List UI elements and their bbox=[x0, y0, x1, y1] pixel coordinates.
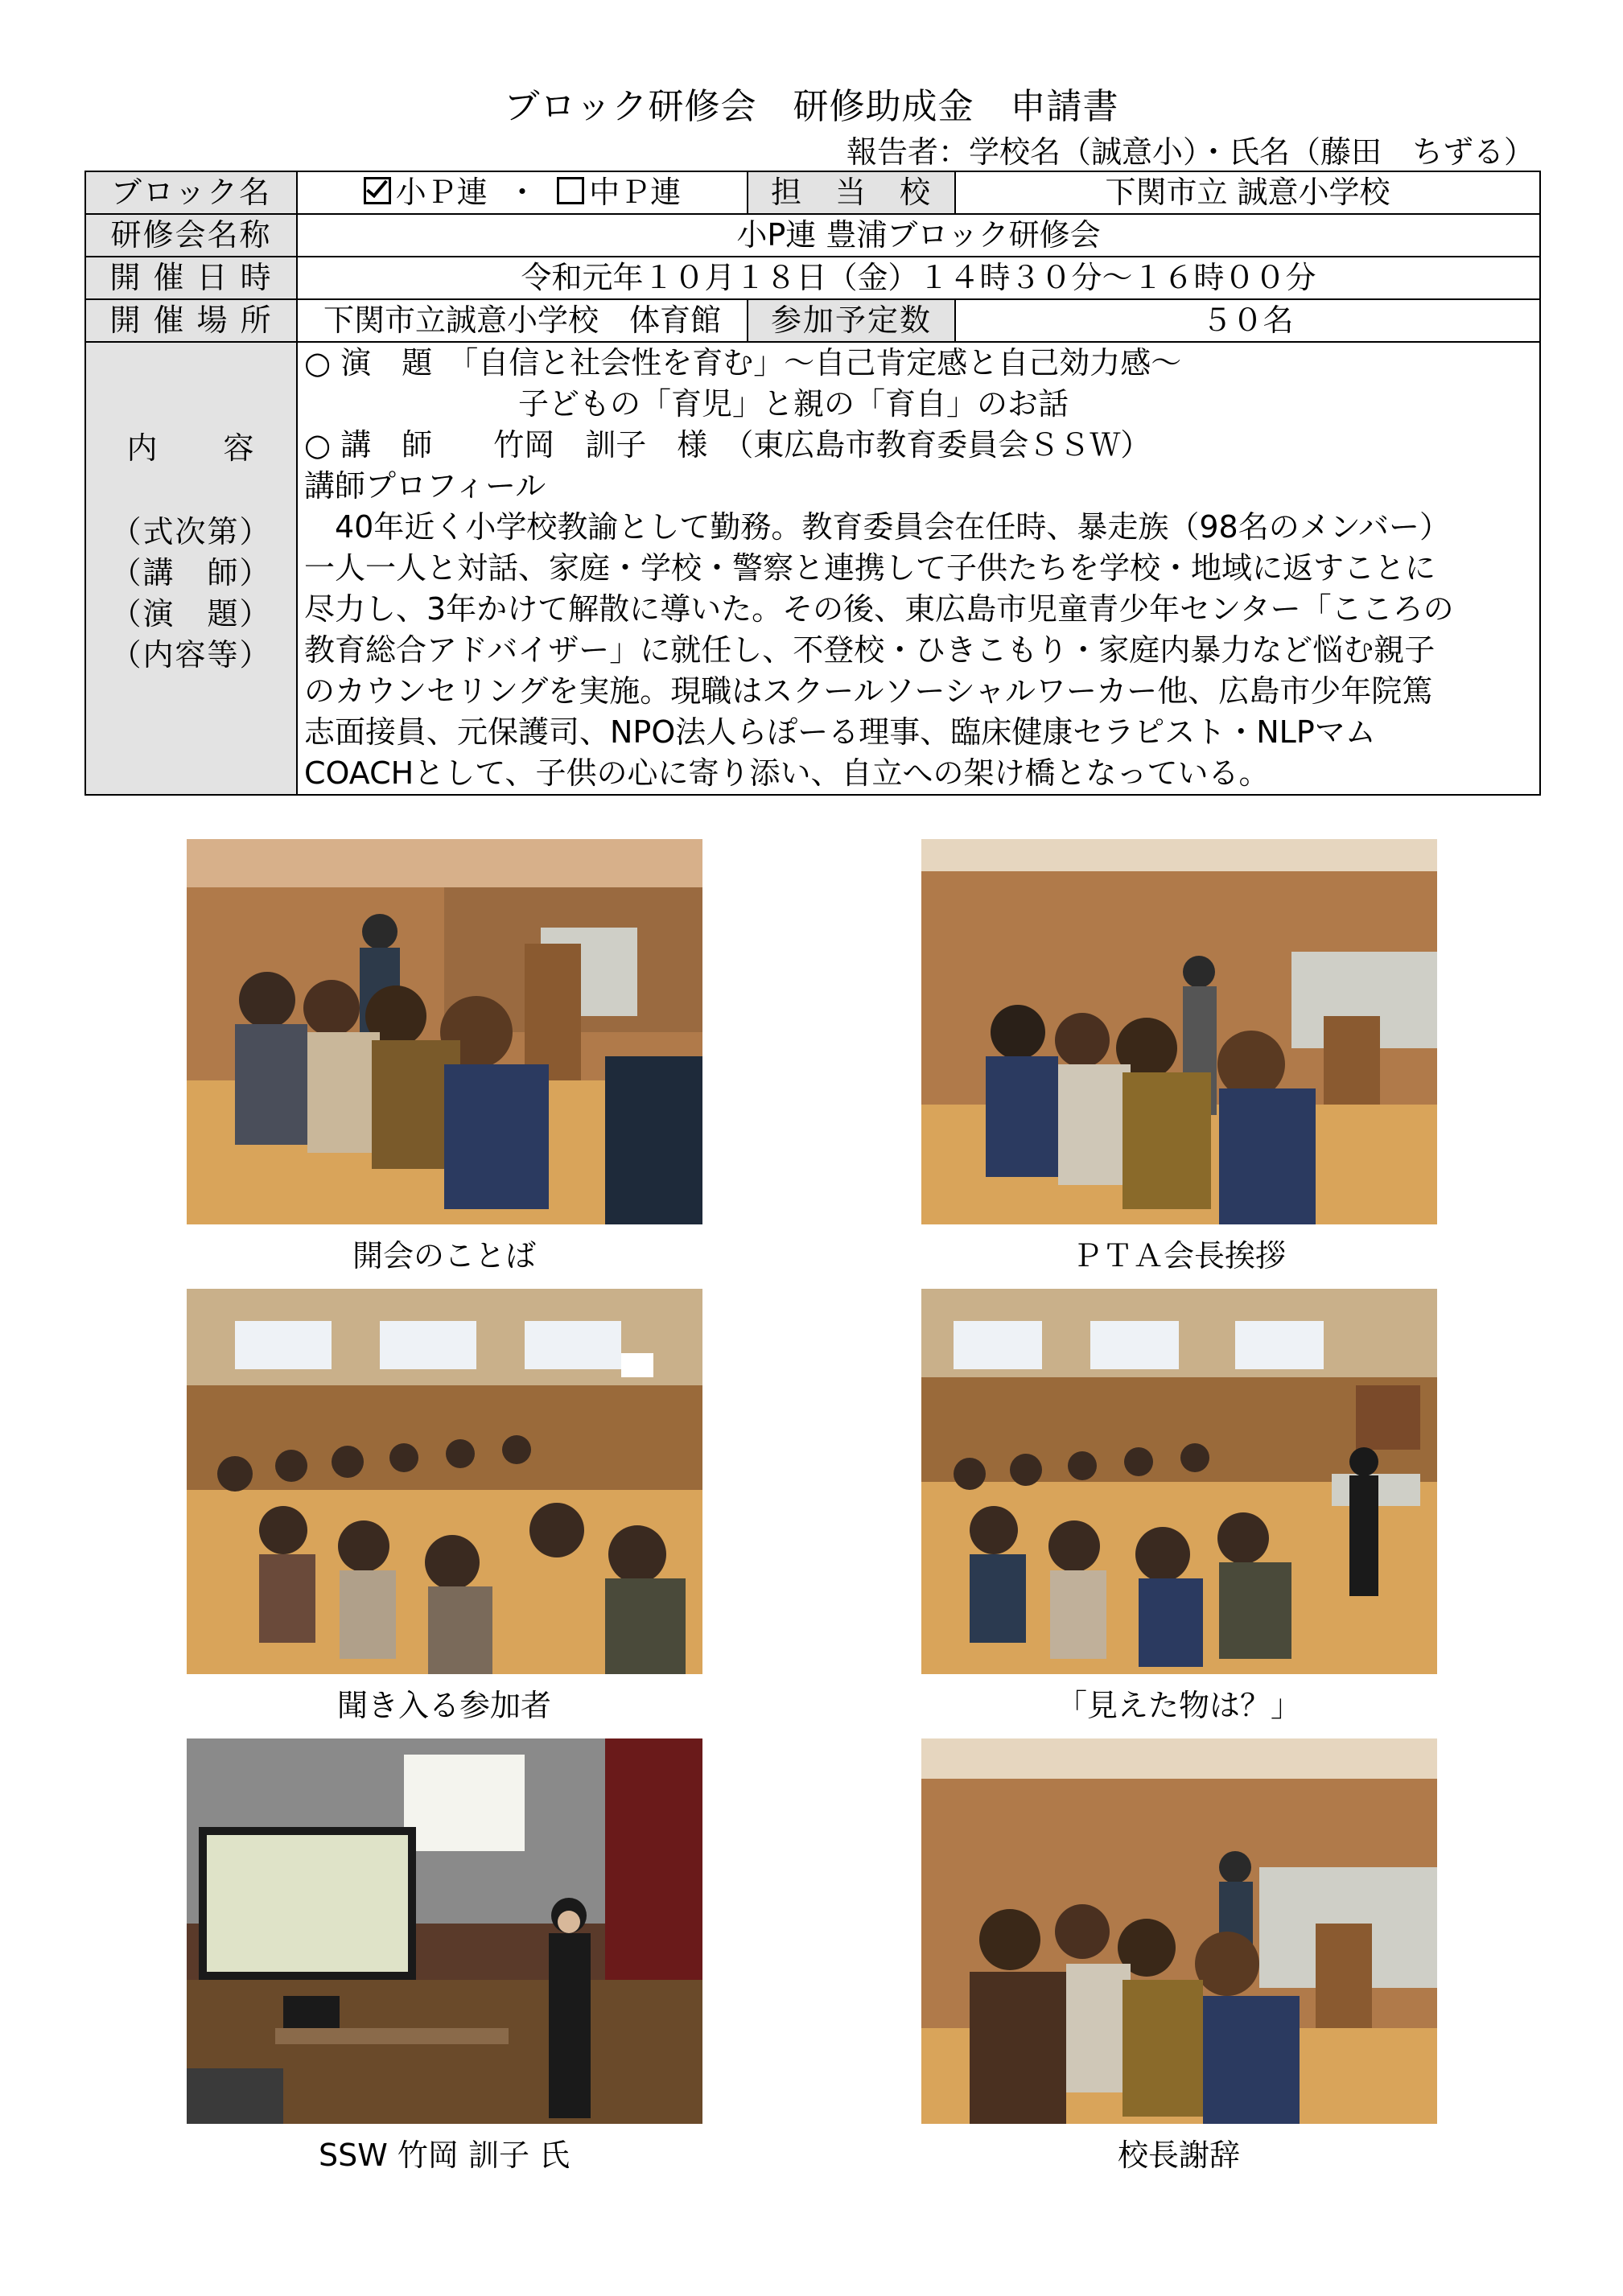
content-sublabel: （式次第） bbox=[110, 514, 272, 549]
content-line: COACHとして、子供の心に寄り添い、自立への架け橋となっている。 bbox=[304, 755, 1270, 791]
photo-what-did-you-see bbox=[921, 1289, 1437, 1674]
content-line: 教育総合アドバイザー」に就任し、不登校・ひきこもり・家庭内暴力など悩む親子 bbox=[304, 632, 1436, 668]
photo-caption: SSW 竹岡 訓子 氏 bbox=[318, 2138, 571, 2173]
content-line: のカウンセリングを実施。現職はスクールソーシャルワーカー他、広島市少年院篤 bbox=[304, 673, 1433, 709]
checkbox-empty-icon[interactable] bbox=[557, 177, 584, 204]
venue-value: 下関市立誠意小学校 体育館 bbox=[297, 299, 748, 342]
content-label-cell bbox=[85, 342, 297, 795]
attendance-value: ５０名 bbox=[955, 299, 1540, 342]
name-value: 小P連 豊浦ブロック研修会 bbox=[297, 214, 1540, 257]
photo-opening-remarks bbox=[187, 839, 702, 1224]
block-options bbox=[297, 171, 748, 214]
block-option-2: 中Ｐ連 bbox=[589, 175, 682, 210]
form-row-date bbox=[85, 257, 1540, 299]
content-line: 子どもの「育児」と親の「育自」のお話 bbox=[304, 386, 1069, 422]
content-line: 志面接員、元保護司、NPO法人らぽーる理事、臨床健康セラピスト・NLPマム bbox=[304, 714, 1376, 750]
checkbox-checked-icon[interactable] bbox=[364, 177, 391, 204]
content-sublabel: （演 題） bbox=[110, 596, 272, 632]
date-value: 令和元年１０月１８日（金）１４時３０分～１６時００分 bbox=[297, 257, 1540, 299]
content-label: 内 容 bbox=[126, 430, 256, 466]
date-label: 開 催 日 時 bbox=[85, 257, 297, 299]
photo-caption: 開会のことば bbox=[352, 1238, 536, 1273]
block-option-1: 小Ｐ連 bbox=[395, 175, 488, 210]
content-sublabel: （内容等） bbox=[110, 637, 272, 673]
content-sublabel: （講 師） bbox=[110, 555, 272, 590]
form-row-venue bbox=[85, 299, 1540, 342]
venue-label: 開 催 場 所 bbox=[85, 299, 297, 342]
content-line: ○ 演 題 「自信と社会性を育む」～自己肯定感と自己効力感～ bbox=[304, 345, 1182, 381]
form-row-name bbox=[85, 214, 1540, 257]
reporter-line: 報告者：学校名（誠意小）・氏名（藤田 ちずる） bbox=[846, 134, 1534, 170]
school-value: 下関市立 誠意小学校 bbox=[955, 171, 1540, 214]
document-title: ブロック研修会 研修助成金 申請書 bbox=[504, 86, 1119, 127]
form-row-block bbox=[85, 171, 1540, 214]
content-line: 尽力し、3年かけて解散に導いた。その後、東広島市児童青少年センター「こころの bbox=[304, 591, 1454, 627]
attendance-label: 参加予定数 bbox=[748, 299, 955, 342]
photo-listening-participants bbox=[187, 1289, 702, 1674]
content-line: 40年近く小学校教諭として勤務。教育委員会在任時、暴走族（98名のメンバー） bbox=[304, 509, 1451, 545]
content-line: 講師プロフィール bbox=[304, 468, 546, 504]
block-separator: ・ bbox=[506, 175, 538, 210]
content-body bbox=[297, 342, 1540, 795]
content-line: ○ 講 師 竹岡 訓子 様 （東広島市教育委員会ＳＳＷ） bbox=[304, 427, 1151, 463]
school-label: 担 当 校 bbox=[748, 171, 955, 214]
content-line: 一人一人と対話、家庭・学校・警察と連携して子供たちを学校・地域に返すことに bbox=[304, 550, 1436, 586]
application-form bbox=[84, 171, 1541, 796]
photo-caption: 校長謝辞 bbox=[1117, 2138, 1240, 2173]
photo-speaker bbox=[187, 1738, 702, 2124]
photo-caption: 「見えた物は？」 bbox=[1056, 1688, 1301, 1723]
photo-principal-thanks bbox=[921, 1738, 1437, 2124]
form-row-content bbox=[85, 342, 1540, 795]
photo-caption: 聞き入る参加者 bbox=[336, 1688, 551, 1723]
name-label: 研修会名称 bbox=[85, 214, 297, 257]
photo-caption: ＰＴＡ会長挨拶 bbox=[1071, 1238, 1286, 1273]
block-label: ブロック名 bbox=[85, 171, 297, 214]
photo-pta-greeting bbox=[921, 839, 1437, 1224]
